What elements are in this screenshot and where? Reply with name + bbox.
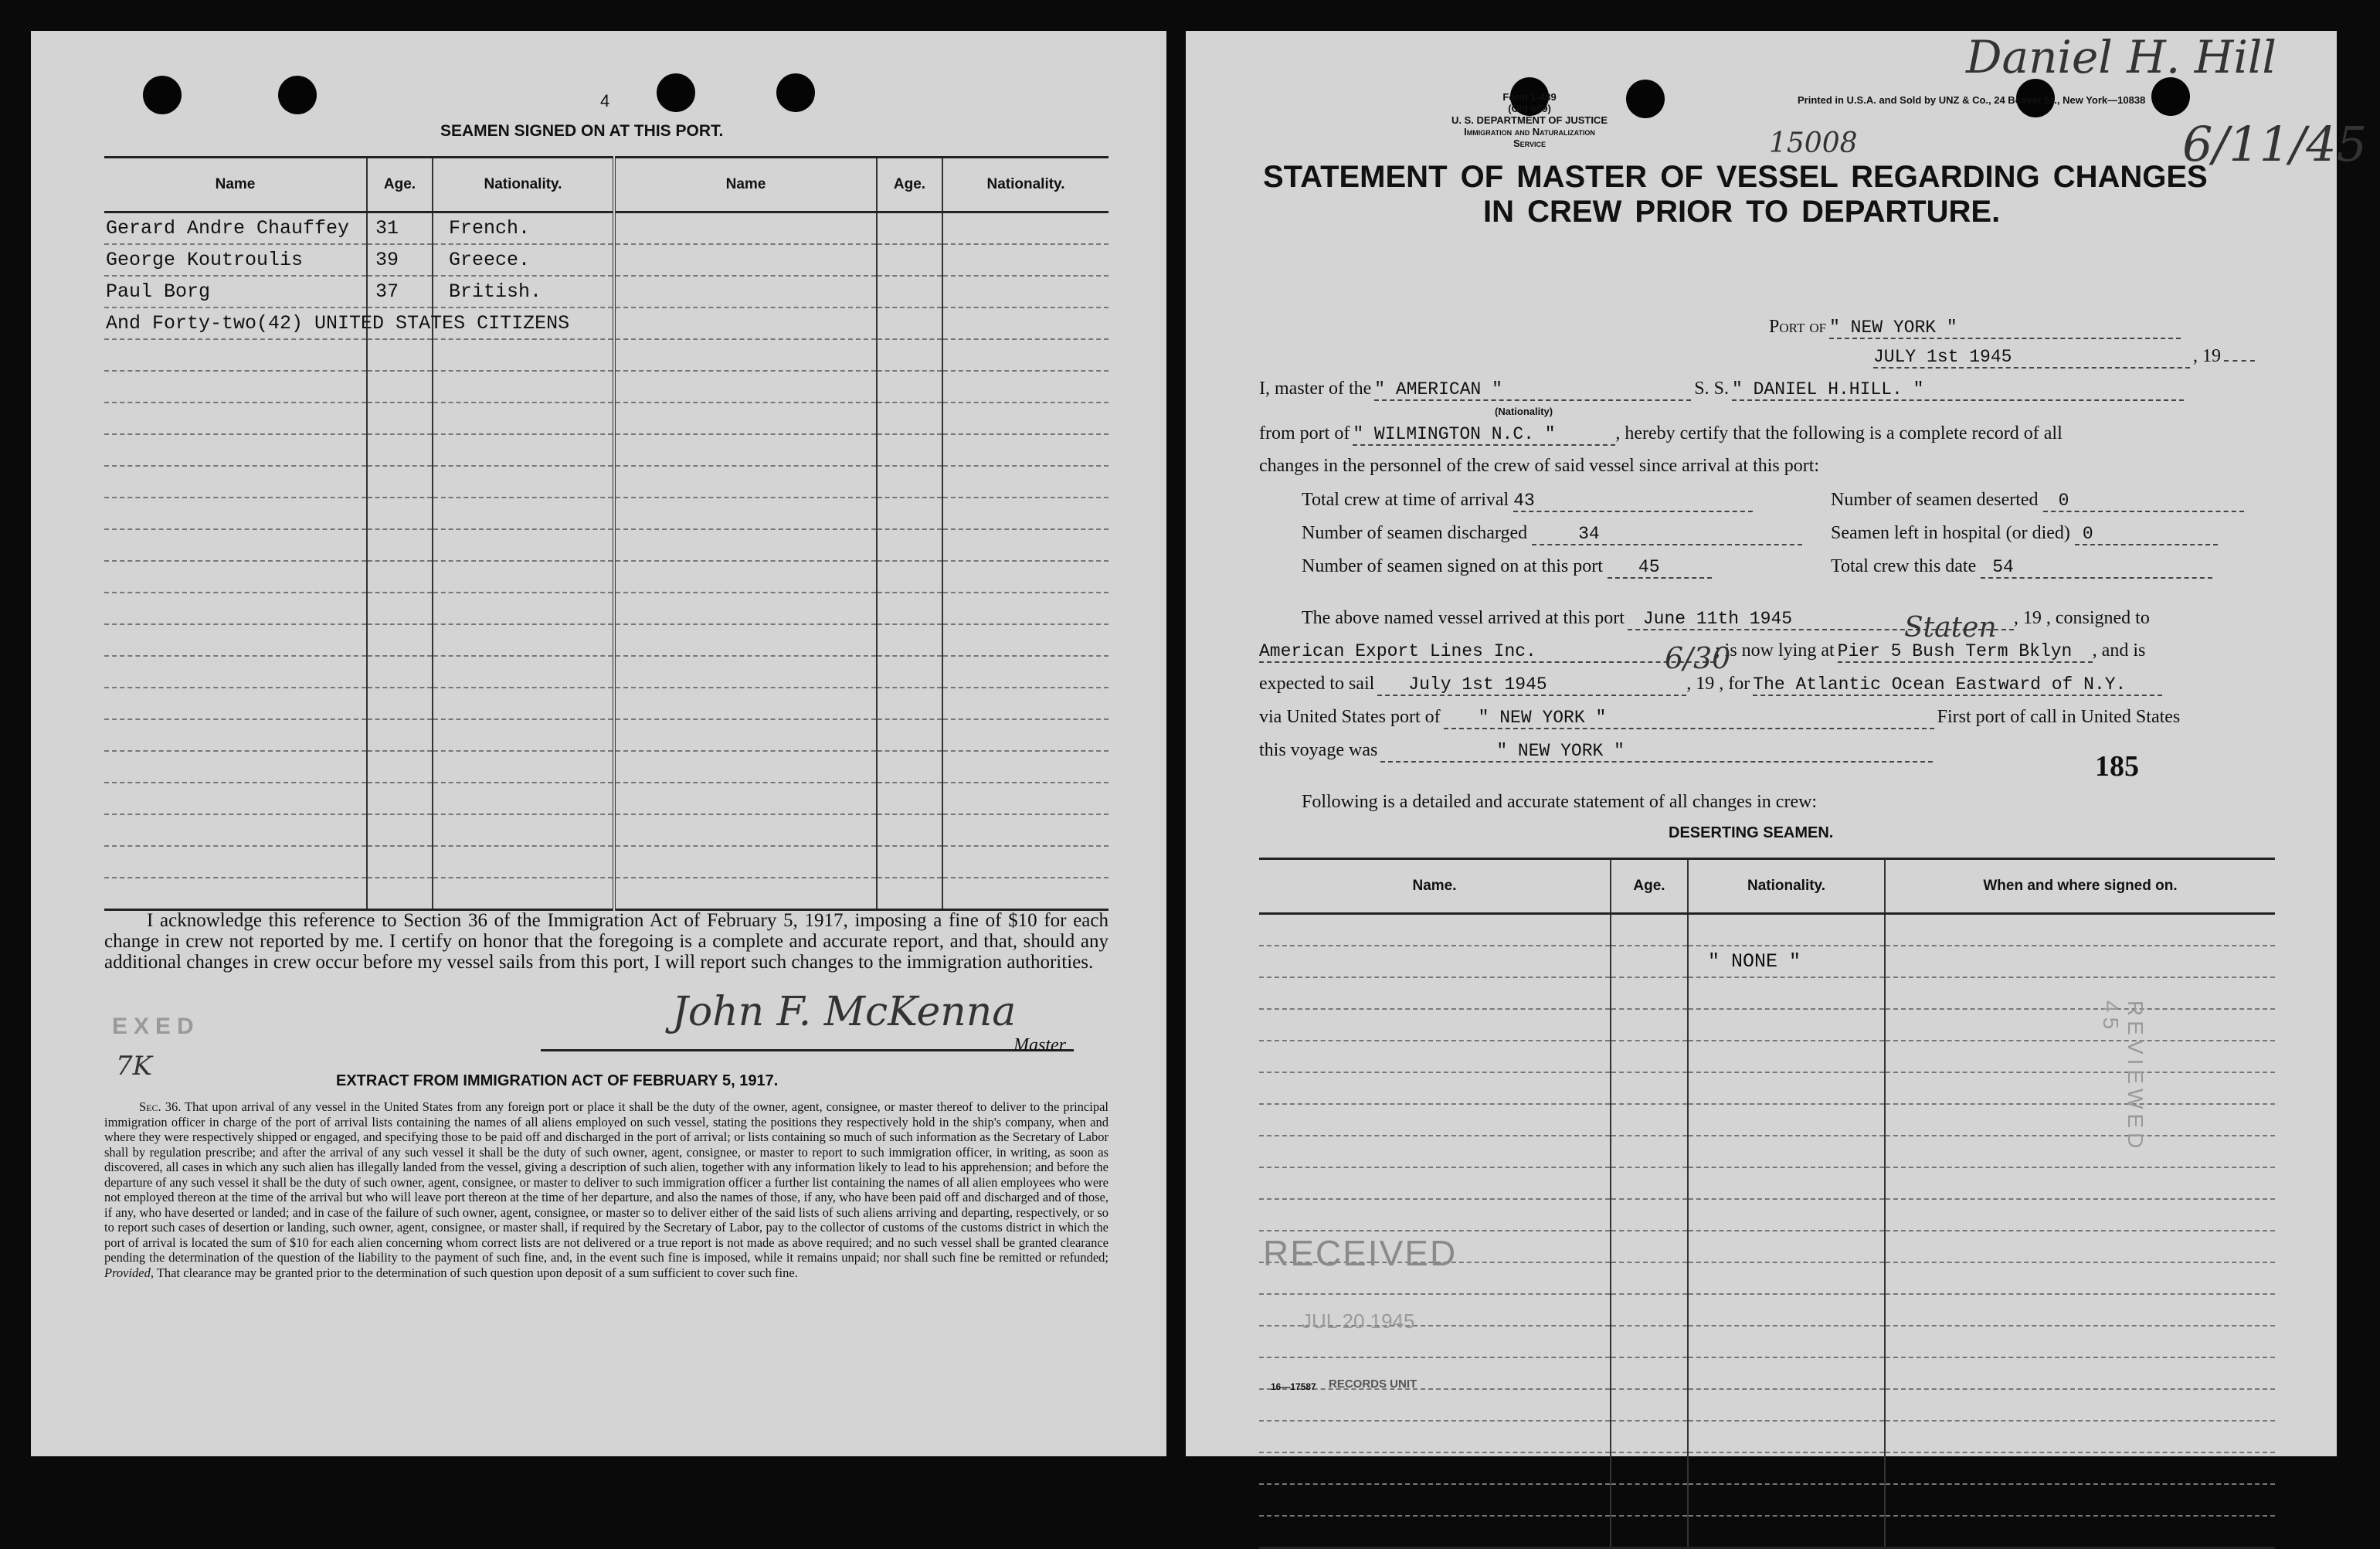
- extract-label: Sec. 36.: [139, 1099, 182, 1114]
- acknowledgement-text: I acknowledge this reference to Section 36 of the Immigration Act of February 5, 1917, imposing a fine of $10 for each change in crew not reported by me. I certify on honor that the foregoing is a complete and accurate report, and that, should any additional changes in crew occur before my vessel sails from this port, I will report such changes to the immigration authorities.: [104, 910, 1109, 973]
- col-header-nationality: Nationality.: [433, 158, 614, 212]
- handwritten-ship-name: Daniel H. Hill: [1966, 31, 2276, 83]
- signed-on-table: [104, 156, 1109, 911]
- page-number: 4: [600, 91, 610, 110]
- via-line: [1259, 707, 2180, 729]
- col-header-name: Name.: [1259, 859, 1611, 914]
- total-crew-arrival-label: Total crew at time of arrival: [1302, 490, 1509, 510]
- clerk-note: 7K: [116, 1051, 153, 1082]
- deserting-table: [1259, 858, 2275, 1549]
- table-row: [104, 276, 1109, 307]
- col-header-nationality: Nationality.: [942, 158, 1109, 212]
- col-header-signed-on: When and where signed on.: [1885, 859, 2275, 914]
- form-title-line2: IN CREW PRIOR TO DEPARTURE.: [1483, 195, 2001, 229]
- seaman-nationality: French.: [433, 212, 614, 245]
- seaman-nationality: Greece.: [433, 244, 614, 276]
- consigned-label: , 19 , consigned to: [2013, 608, 2150, 628]
- master-signature: John F. McKenna: [672, 989, 1017, 1035]
- expected-label-end: , and is: [2092, 640, 2146, 661]
- extract-body: [104, 1099, 1109, 1280]
- footer-code: 16—17587: [1271, 1381, 1316, 1392]
- service: Immigration and Naturalization Service: [1464, 126, 1595, 149]
- right-page: [1186, 31, 2368, 1456]
- received-stamp-date: JUL 20 1945: [1302, 1310, 1415, 1333]
- handwritten-destination-note: Staten: [1904, 612, 1997, 644]
- col-header-age: Age.: [877, 158, 942, 212]
- port-label: Port of: [1769, 317, 1827, 337]
- table-row: [104, 244, 1109, 276]
- table-row: [104, 307, 1109, 339]
- hospital-row: [1831, 523, 2218, 545]
- form-header: [1448, 91, 1611, 149]
- col-header-age: Age.: [1611, 859, 1688, 914]
- total-crew-arrival-value: 43: [1513, 491, 1753, 512]
- seaman-age: 39: [367, 244, 433, 276]
- voyage-line: [1259, 740, 1933, 763]
- punch-hole: [278, 76, 317, 114]
- page-count: 185: [2095, 750, 2139, 783]
- extract-tail: That clearance may be granted prior to the determination of such question upon deposit of a sum sufficient to cover such fine.: [156, 1265, 798, 1280]
- deserted-label: Number of seamen deserted: [1831, 490, 2039, 510]
- following-text: Following is a detailed and accurate statement of all changes in crew:: [1302, 792, 1818, 812]
- ship-value: " DANIEL H.HILL. ": [1732, 379, 2184, 401]
- signed-on-value: 45: [1608, 557, 1712, 579]
- discharged-value: 34: [1532, 524, 1802, 545]
- for-label: , 19 , for: [1686, 674, 1750, 694]
- col-header-name: Name: [104, 158, 367, 212]
- seaman-nationality: British.: [433, 276, 614, 307]
- year-suffix: , 19: [2193, 346, 2221, 366]
- from-port-line: [1259, 423, 2063, 446]
- via-value: " NEW YORK ": [1444, 708, 1934, 729]
- handwritten-sail-date: 6/30: [1665, 641, 1731, 675]
- handwritten-date: 6/11/45: [2182, 116, 2368, 172]
- footer-unit: RECORDS UNIT: [1329, 1377, 1417, 1391]
- consignee-value: American Export Lines Inc.: [1259, 641, 1715, 663]
- col-header-nationality: Nationality.: [1688, 859, 1885, 914]
- ss-label: S. S.: [1694, 379, 1729, 399]
- left-page: [31, 31, 1166, 1456]
- hospital-value: 0: [2075, 524, 2218, 545]
- port-value: " NEW YORK ": [1829, 318, 2181, 339]
- total-crew-date-value: 54: [1981, 557, 2212, 579]
- handwritten-number: 15008: [1769, 127, 1858, 159]
- master-label: Master: [1013, 1035, 1066, 1055]
- punch-hole: [776, 73, 815, 112]
- deserting-title: DESERTING SEAMEN.: [1669, 824, 1834, 841]
- seaman-age: 37: [367, 276, 433, 307]
- voyage-value: " NEW YORK ": [1380, 741, 1933, 763]
- deserted-value: 0: [2043, 491, 2244, 512]
- lying-value: Pier 5 Bush Term Bklyn: [1838, 641, 2093, 663]
- extract-title: EXTRACT FROM IMMIGRATION ACT OF FEBRUARY 5, 1917.: [336, 1072, 779, 1089]
- col-header-name: Name: [614, 158, 877, 212]
- hospital-label: Seamen left in hospital (or died): [1831, 523, 2070, 543]
- via-label: via United States port of: [1259, 707, 1441, 727]
- extract-text: That upon arrival of any vessel in the United States from any foreign port or place it shall be the duty of the owner, agent, consignee, or master thereof to deliver to the principal immigration officer in charge of the port of arrival lists containing the names of all aliens employed on such vessel, stating the positions they respectively hold in the ship's company, when and where they were respectively shipped or engaged, and specifying those to be paid off and discharged in the port of arrival; or lists containing so much of such information as the Secretary of Labor shall by regulation prescribe; and after the arrival of any such vessel it shall be the duty of such owner, agent, consignee, or master to report to such immigration officer, in writing, as soon as discovered, all cases in which any such alien has illegally landed from the vessel, giving a description of such alien, together with any information likely to lead to his apprehension; and before the departure of any such vessel it shall be the duty of such owner, agent, consignee, or master to deliver to such immigration officer a further list containing the names of all alien employees who were not employed thereon at the time of the arrival but who will leave port thereon at the time of her departure, and also the names of those, if any, who have been paid off and discharged and of those, if any, who have deserted or landed; and in case of the failure of such owner, agent, consignee, or master so to deliver either of the said lists of such aliens arriving and departing, respectively, or so to report such cases of desertion or landing, such owner, agent, consignee, or master shall, if required by the Secretary of Labor, pay to the collector of customs of the customs district in which the port of arrival is located the sum of $10 for each alien concerning whom correct lists are not delivered or a true report is not made as above required; and no such vessel shall be granted clearance pending the determination of the question of the liability to the payment of such fine, and, in the event such fine is imposed, while it remains unpaid; nor shall such fine be remitted or refunded;: [104, 1099, 1109, 1265]
- indexed-stamp: EXED: [112, 1014, 200, 1039]
- signature-line: [541, 1049, 1074, 1051]
- voyage-label: this voyage was: [1259, 740, 1378, 760]
- sail-line: [1259, 674, 2162, 696]
- deserted-row: [1831, 490, 2244, 512]
- reviewed-stamp: REVIEWED 45: [2099, 1000, 2147, 1153]
- department: U. S. DEPARTMENT OF JUSTICE: [1451, 114, 1608, 126]
- total-crew-date-row: [1831, 556, 2212, 579]
- master-of-label: I, master of the: [1259, 379, 1372, 399]
- deserting-entry: " NONE ": [1688, 946, 1885, 977]
- arrived-line: [1302, 608, 2150, 630]
- table-row: [104, 212, 1109, 245]
- certify-text: , hereby certify that the following is a complete record of all: [1615, 423, 2063, 443]
- expected-label: expected to sail: [1259, 674, 1375, 694]
- received-stamp: RECEIVED: [1263, 1233, 1458, 1273]
- form-number: Form 1-489: [1502, 91, 1557, 103]
- port-line: [1769, 317, 2181, 339]
- seaman-name: Paul Borg: [104, 276, 367, 307]
- discharged-row: [1302, 523, 1802, 545]
- from-port-label: from port of: [1259, 423, 1350, 443]
- sail-value: July 1st 1945: [1377, 674, 1686, 696]
- seaman-name: Gerard Andre Chauffey: [104, 212, 367, 245]
- col-header-age: Age.: [367, 158, 433, 212]
- punch-hole: [1626, 80, 1665, 118]
- nationality-value: " AMERICAN ": [1374, 379, 1691, 401]
- form-old: (Old 689): [1508, 103, 1551, 114]
- certify-text2: changes in the personnel of the crew of said vessel since arrival at this port:: [1259, 456, 1820, 476]
- arrived-label: The above named vessel arrived at this port: [1302, 608, 1625, 628]
- seaman-name: And Forty-two(42) UNITED STATES CITIZENS: [104, 307, 367, 339]
- punch-hole: [657, 73, 695, 112]
- date-value: JULY 1st 1945: [1873, 347, 2190, 369]
- first-port-label: First port of call in United States: [1937, 707, 2181, 727]
- section-title: SEAMEN SIGNED ON AT THIS PORT.: [440, 122, 724, 140]
- arrived-value: June 11th 1945: [1628, 609, 2014, 630]
- extract-provided: Provided,: [104, 1265, 154, 1280]
- lying-label: ; is now lying at: [1715, 640, 1835, 661]
- discharged-label: Number of seamen discharged: [1302, 523, 1528, 543]
- nationality-caption: (Nationality): [1495, 406, 1553, 417]
- signed-on-row: [1302, 556, 1712, 579]
- form-title-line1: STATEMENT OF MASTER OF VESSEL REGARDING CHANGES: [1263, 160, 2208, 194]
- seaman-name: George Koutroulis: [104, 244, 367, 276]
- destination-value: The Atlantic Ocean Eastward of N.Y.: [1753, 674, 2162, 696]
- total-crew-arrival-row: [1302, 490, 1753, 512]
- from-port-value: " WILMINGTON N.C. ": [1353, 424, 1615, 446]
- punch-hole: [143, 76, 182, 114]
- signed-on-label: Number of seamen signed on at this port: [1302, 556, 1603, 576]
- printer-note: Printed in U.S.A. and Sold by UNZ & Co., 24 Beaver St., New York—10838: [1798, 94, 2146, 106]
- table-row: [1259, 946, 2275, 977]
- total-crew-date-label: Total crew this date: [1831, 556, 1977, 576]
- seaman-age: 31: [367, 212, 433, 245]
- date-line: [1873, 346, 2255, 369]
- master-line: [1259, 379, 2184, 401]
